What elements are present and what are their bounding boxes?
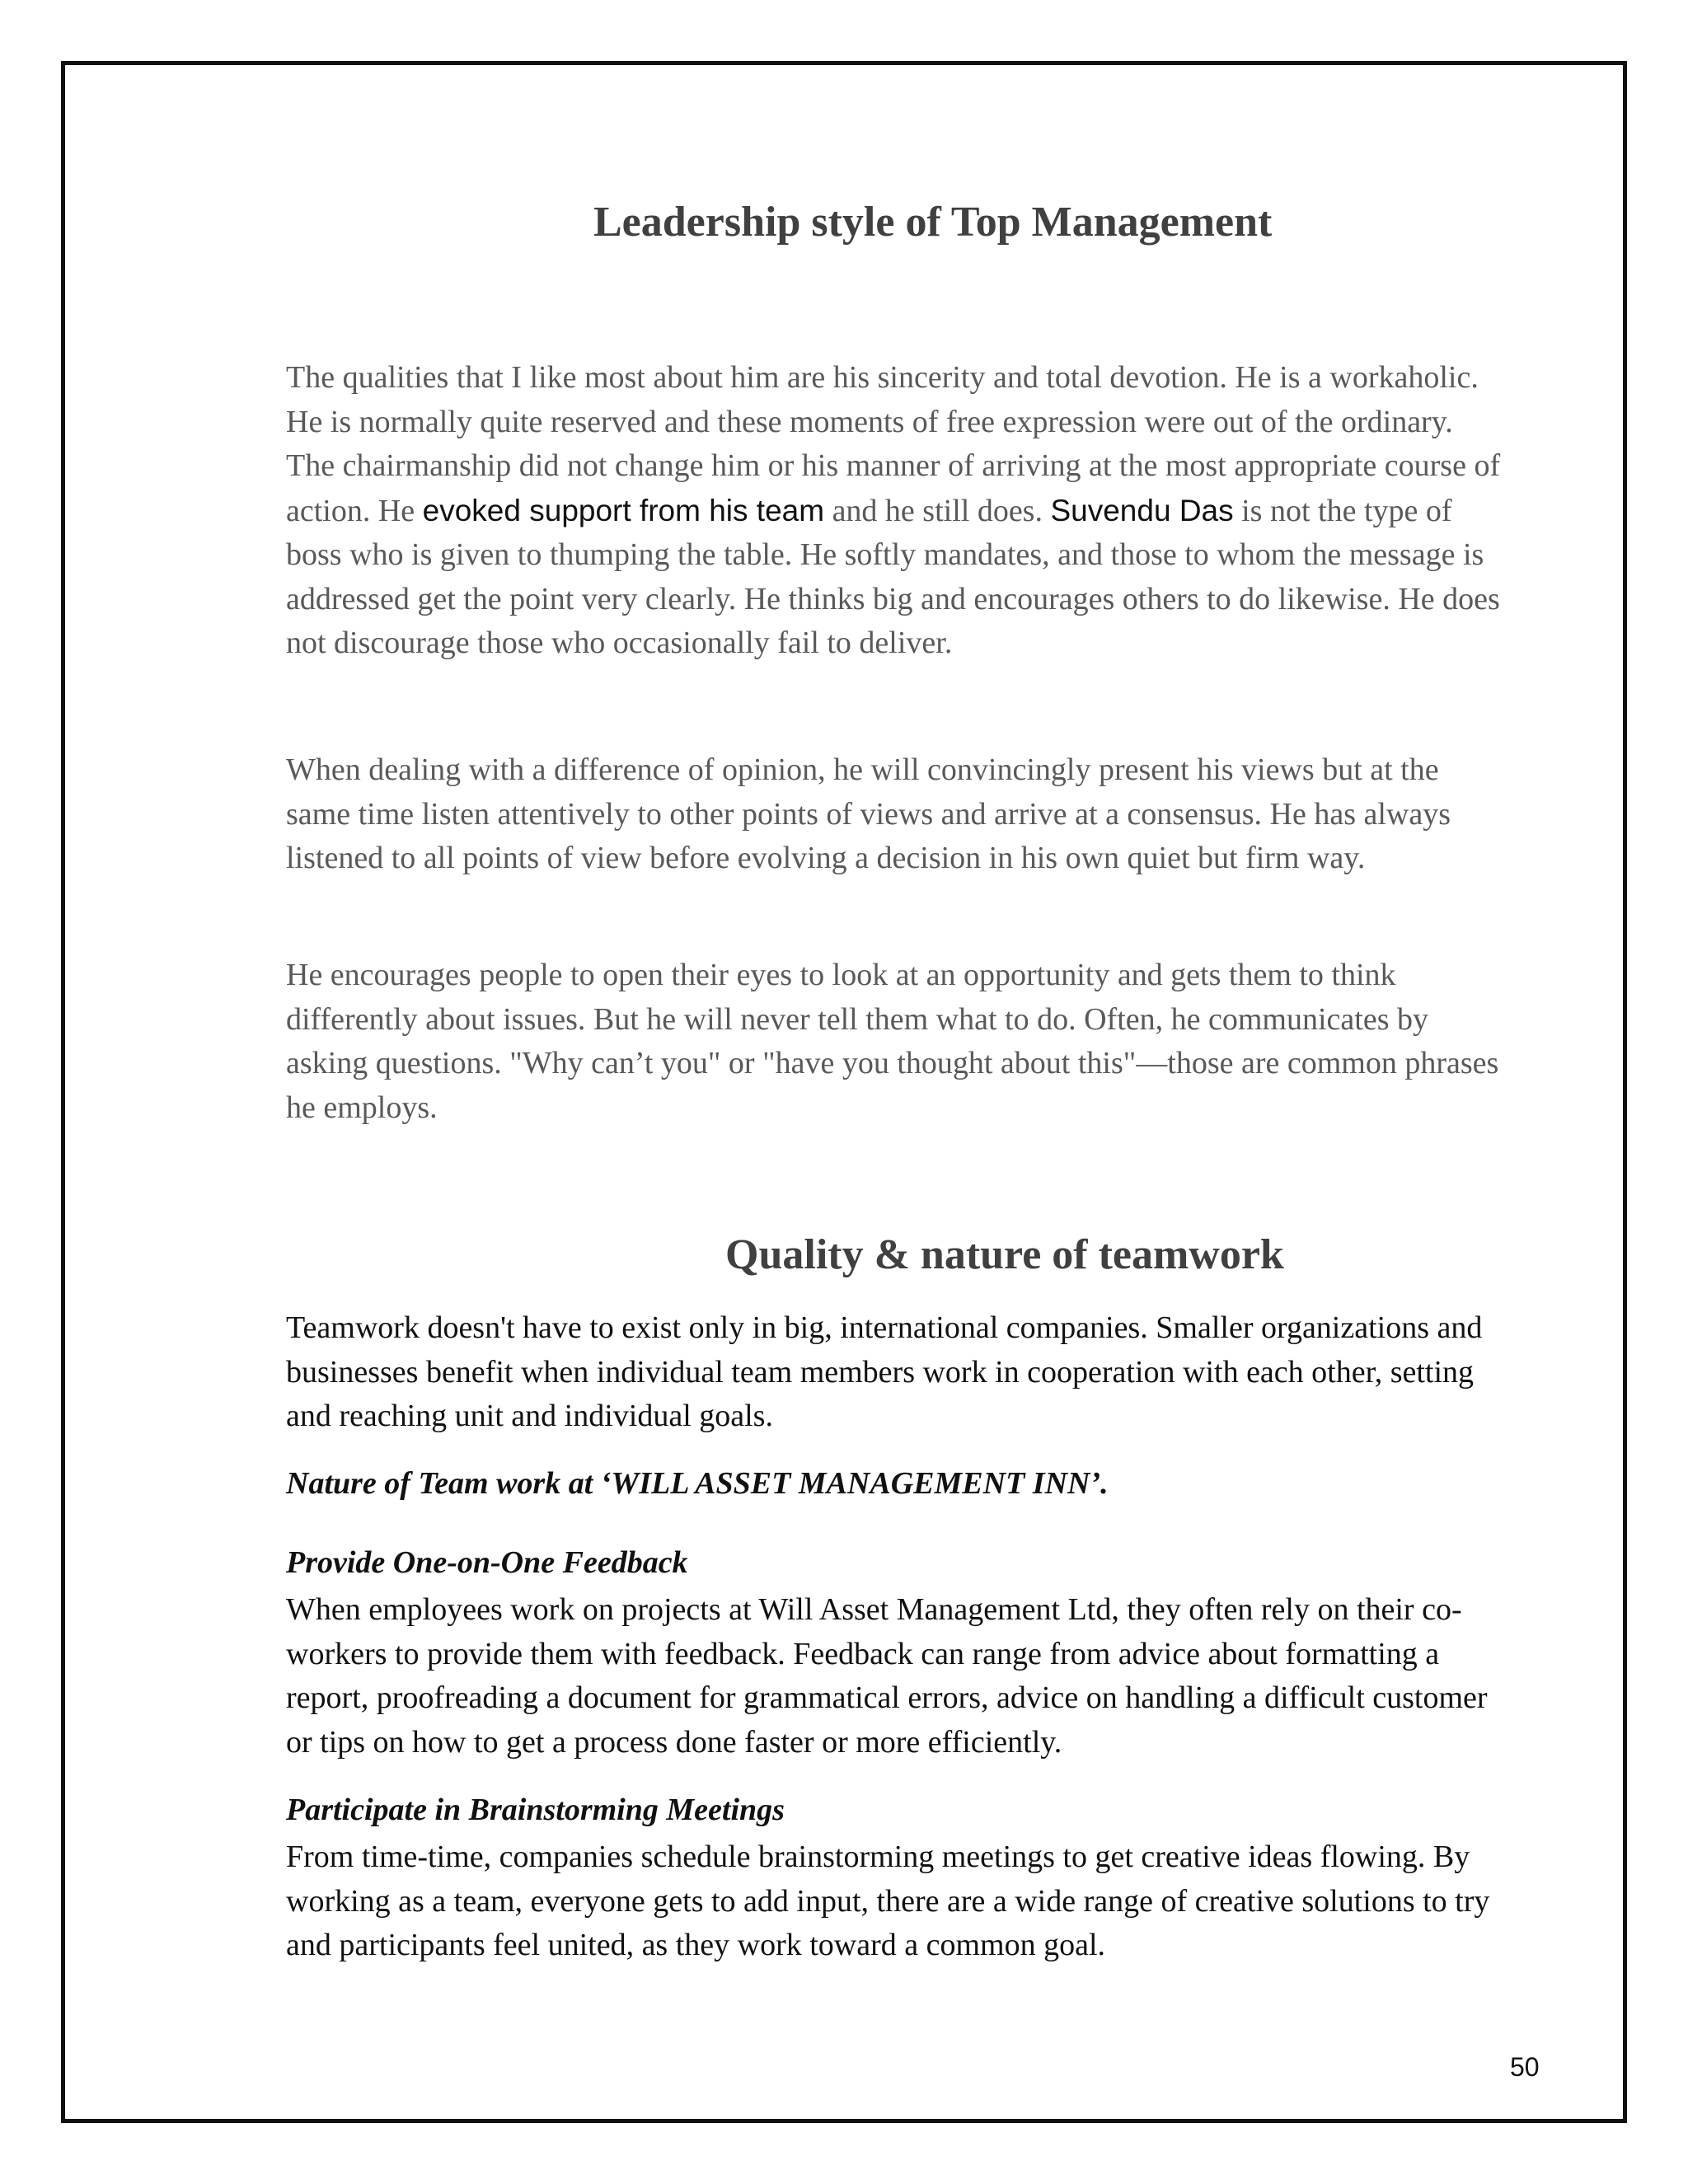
p1-text-a: The qualities that I like most about him are his sincerity and total devotion. He is a workaholic. He is normally quite reserved and these moments of free expression were out of the ordinary. The chairmanship did not change him or his manner of arriving at the most appropriate course of action. He	[286, 360, 1501, 528]
leadership-title: Leadership style of Top Management	[593, 199, 1273, 246]
brainstorm-body: From time-time, companies schedule brainstorming meetings to get creative ideas flowing. By working as a team, everyone gets to add input, there are a wide range of creative solutions to try and participants feel united, as they work toward a common goal.	[286, 1840, 1490, 1962]
p1-highlight-support: evoked support from his team	[422, 493, 825, 527]
nature-heading: Nature of Team work at ‘WILL ASSET MANAGEMENT INN’.	[286, 1466, 1109, 1501]
teamwork-intro: Teamwork doesn't have to exist only in big, international companies. Smaller organizations and businesses benefit when individual team members work in cooperation with each other, setting and reaching unit and individual goals.	[286, 1310, 1483, 1433]
p1-highlight-name: Suvendu Das	[1050, 493, 1234, 527]
leadership-paragraph-2: When dealing with a difference of opinion, he will convincingly present his views but at the same time listen attentively to other points of views and arrive at a consensus. He has always listened to all points of view before evolving a decision in his own quiet but firm way.	[286, 752, 1451, 875]
brainstorm-heading: Participate in Brainstorming Meetings	[286, 1793, 785, 1827]
page-number: 50	[1510, 2052, 1540, 2082]
leadership-paragraph-1	[286, 356, 1506, 666]
leadership-paragraph-3: He encourages people to open their eyes to look at an opportunity and gets them to think differently about issues. But he will never tell them what to do. Often, he communicates by asking questions. "Why can’t you" or "have you thought about this"—those are common phrases he employs.	[286, 958, 1499, 1125]
p1-text-b: and he still does.	[824, 493, 1051, 528]
teamwork-title: Quality & nature of teamwork	[725, 1231, 1284, 1278]
p1-text-c: is not the type of boss who is given to thumping the table. He softly mandates, and those to whom the message is addressed get the point very clearly. He thinks big and encourages others to do likewise. He does not discourage those who occasionally fail to deliver.	[286, 493, 1500, 660]
feedback-heading: Provide One-on-One Feedback	[286, 1545, 688, 1580]
feedback-body: When employees work on projects at Will Asset Management Ltd, they often rely on their co-workers to provide them with feedback. Feedback can range from advice about formatting a report, proofreading a document for grammatical errors, advice on handling a difficult customer or tips on how to get a process done faster or more efficiently.	[286, 1592, 1488, 1760]
